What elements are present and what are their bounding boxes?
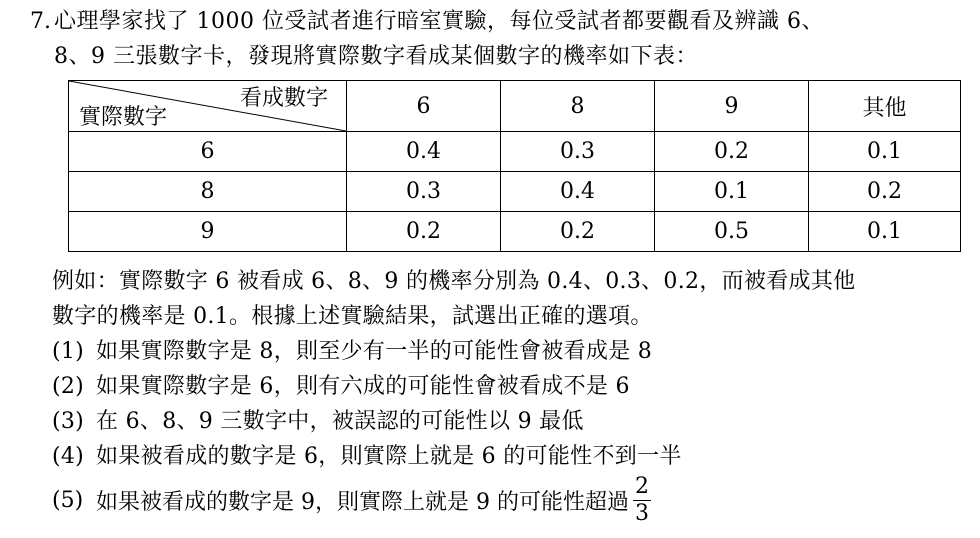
table-row — [69, 132, 961, 172]
table-cell: 0.1 — [809, 212, 961, 252]
option-number: (5) — [52, 488, 84, 513]
option-number: (4) — [52, 444, 85, 469]
row-label: 9 — [69, 212, 347, 252]
table-row — [69, 212, 961, 252]
question-number: 7. — [30, 9, 51, 34]
table-cell: 0.2 — [809, 172, 961, 212]
explanation-line-2: 數字的機率是 0.1。根據上述實驗結果，試選出正確的選項。 — [52, 304, 653, 329]
option-text: 如果被看成的數字是 9，則實際上就是 9 的可能性超過 — [96, 490, 629, 515]
table-cell: 0.1 — [809, 132, 961, 172]
corner-label-seen: 看成數字 — [239, 86, 328, 111]
row-label: 6 — [69, 132, 347, 172]
column-header: 9 — [655, 81, 809, 132]
fraction-denominator: 3 — [634, 501, 649, 526]
option-number: (2) — [52, 374, 85, 399]
row-label: 8 — [69, 172, 347, 212]
stem-line-2: 8、9 三張數字卡，發現將實際數字看成某個數字的機率如下表： — [54, 44, 698, 69]
option-number: (1) — [52, 339, 85, 364]
table-cell: 0.2 — [347, 212, 501, 252]
option-1[interactable] — [52, 334, 972, 369]
option-text: 如果實際數字是 6，則有六成的可能性會被看成不是 6 — [96, 374, 630, 399]
table-cell: 0.3 — [501, 132, 655, 172]
option-text: 如果實際數字是 8，則至少有一半的可能性會被看成是 8 — [96, 339, 653, 364]
question-body — [52, 264, 972, 474]
table-cell: 0.1 — [655, 172, 809, 212]
option-5[interactable] — [52, 474, 651, 527]
table-row — [69, 172, 961, 212]
table-cell: 0.2 — [655, 132, 809, 172]
question-stem — [54, 8, 974, 78]
table-cell: 0.2 — [501, 212, 655, 252]
stem-line-1: 心理學家找了 1000 位受試者進行暗室實驗，每位受試者都要觀看及辨識 6、 — [54, 9, 824, 34]
option-text: 在 6、8、9 三數字中，被誤認的可能性以 9 最低 — [96, 409, 584, 434]
option-number: (3) — [52, 409, 85, 434]
column-header: 6 — [347, 81, 501, 132]
table-cell: 0.3 — [347, 172, 501, 212]
table-cell: 0.4 — [501, 172, 655, 212]
table-corner-cell — [69, 81, 347, 132]
table-header-row — [69, 81, 961, 132]
table-cell: 0.5 — [655, 212, 809, 252]
explanation-line-1: 例如：實際數字 6 被看成 6、8、9 的機率分別為 0.4、0.3、0.2，而被看成其他 — [52, 269, 856, 294]
table-cell: 0.4 — [347, 132, 501, 172]
option-4[interactable] — [52, 439, 972, 474]
option-2[interactable] — [52, 369, 972, 404]
fraction-numerator: 2 — [634, 474, 649, 499]
probability-table — [68, 80, 961, 252]
option-3[interactable] — [52, 404, 972, 439]
column-header: 其他 — [809, 81, 961, 132]
fraction — [633, 474, 651, 527]
option-text: 如果被看成的數字是 6，則實際上就是 6 的可能性不到一半 — [96, 444, 682, 469]
corner-label-actual: 實際數字 — [79, 105, 168, 130]
column-header: 8 — [501, 81, 655, 132]
